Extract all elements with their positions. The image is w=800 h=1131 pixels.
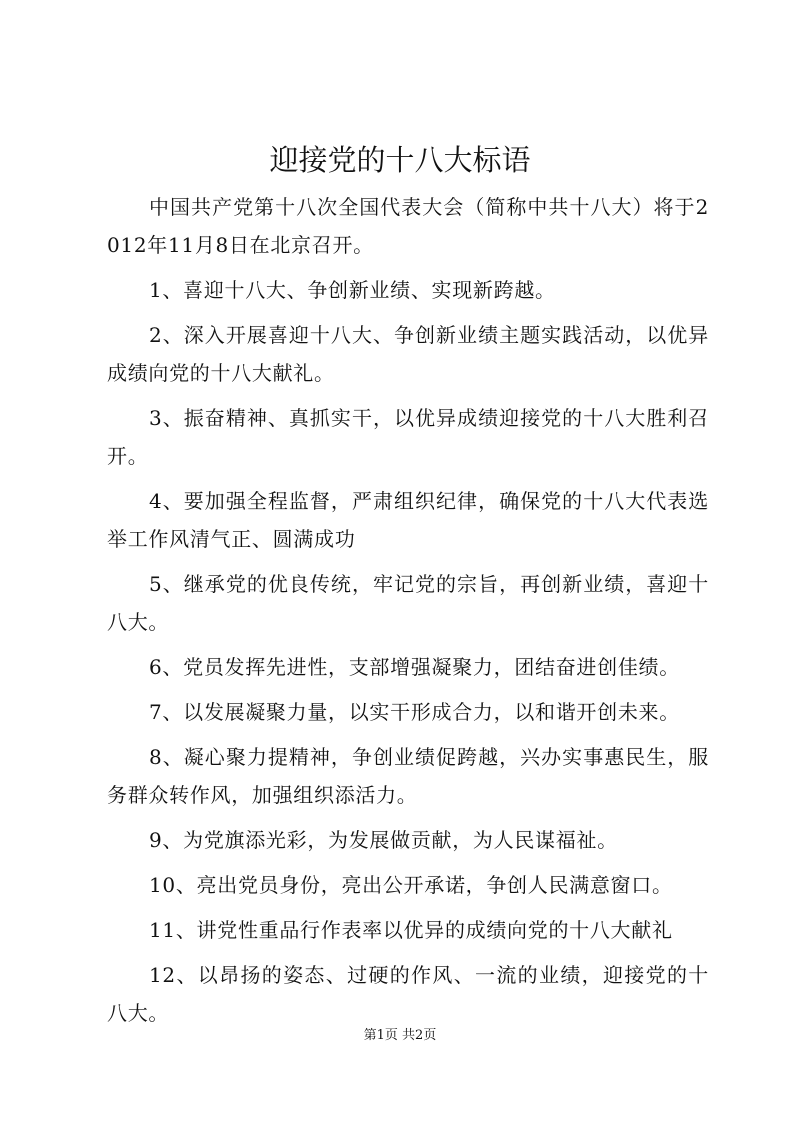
slogan-item: 7、以发展凝聚力量，以实干形成合力，以和谐开创未来。: [149, 700, 680, 724]
slogan-item: 3、振奋精神、真抓实干，以优异成绩迎接党的十八大胜利召开。: [107, 406, 709, 468]
slogan-item: 1、喜迎十八大、争创新业绩、实现新跨越。: [149, 278, 556, 302]
intro-paragraph: 中国共产党第十八次全国代表大会（简称中共十八大）将于2012年11月8日在北京召开。: [107, 195, 709, 257]
slogan-item: 12、以昂扬的姿态、过硬的作风、一流的业绩，迎接党的十八大。: [107, 963, 709, 1025]
slogan-item: 8、凝心聚力提精神，争创业绩促跨越，兴办实事惠民生，服务群众转作风，加强组织添活力。: [107, 745, 709, 807]
document-body: [107, 188, 709, 1039]
document-title: 迎接党的十八大标语: [269, 143, 531, 177]
slogan-item: 2、深入开展喜迎十八大、争创新业绩主题实践活动，以优异成绩向党的十八大献礼。: [107, 323, 709, 385]
slogan-item: 4、要加强全程监督，严肃组织纪律，确保党的十八大代表选举工作风清气正、圆满成功: [107, 489, 709, 551]
slogan-item: 11、讲党性重品行作表率以优异的成绩向党的十八大献礼: [149, 918, 673, 942]
slogan-item: 9、为党旗添光彩，为发展做贡献，为人民谋福祉。: [149, 828, 618, 852]
slogan-item: 6、党员发挥先进性，支部增强凝聚力，团结奋进创佳绩。: [149, 655, 680, 679]
slogan-item: 10、亮出党员身份，亮出公开承诺，争创人民满意窗口。: [149, 873, 673, 897]
page-number-footer: 第1页 共2页: [363, 1028, 437, 1043]
slogan-item: 5、继承党的优良传统，牢记党的宗旨，再创新业绩，喜迎十八大。: [107, 572, 709, 634]
